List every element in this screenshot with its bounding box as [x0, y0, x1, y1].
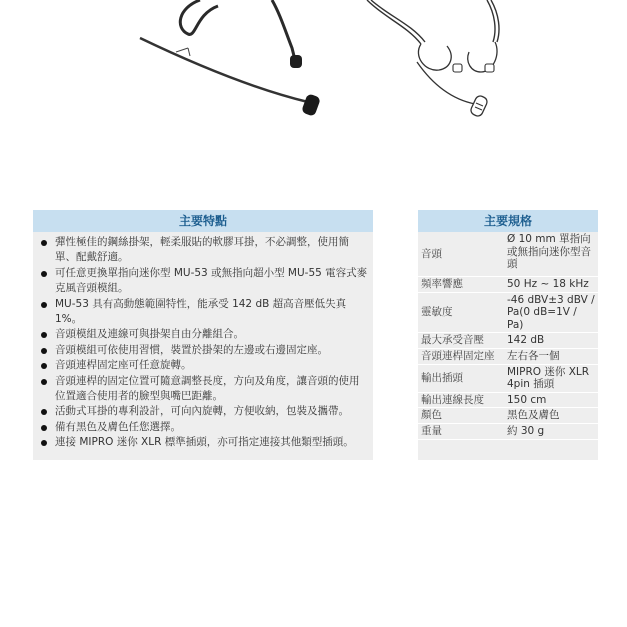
feature-item: 音頭連桿的固定位置可隨意調整長度，方向及角度，讓音頭的使用位置適合使用者的臉型與嘴巴距離。 [39, 374, 369, 405]
headset-microphone-black-image [130, 0, 330, 122]
spec-row [418, 392, 598, 408]
spec-label: 輸出插頭 [418, 364, 504, 392]
spec-row [418, 292, 598, 333]
specs-table [418, 232, 598, 440]
spec-value: 150 cm [504, 392, 598, 408]
spec-label: 顏色 [418, 408, 504, 424]
features-list [33, 232, 373, 451]
spec-row [418, 423, 598, 439]
feature-item: 連接 MIPRO 迷你 XLR 標準插頭，亦可指定連接其他類型插頭。 [39, 435, 369, 450]
specs-title: 主要規格 [418, 210, 598, 232]
spec-value: 142 dB [504, 333, 598, 349]
spec-value-text: Ø 10 mm 單指向或無指向迷你型音頭 [507, 233, 591, 271]
spec-label: 頻率響應 [418, 277, 504, 293]
feature-item: 備有黑色及膚色任您選擇。 [39, 420, 369, 435]
spec-row [418, 364, 598, 392]
feature-item: 音頭模組可依使用習慣，裝置於掛架的左邊或右邊固定座。 [39, 343, 369, 358]
spec-label: 音頭連桿固定座 [418, 348, 504, 364]
spec-row [418, 232, 598, 277]
spec-value [504, 232, 598, 277]
feature-item: 可任意更換單指向迷你型 MU-53 或無指向超小型 MU-55 電容式麥克風音頭模組。 [39, 266, 369, 297]
feature-item: 音頭連桿固定座可任意旋轉。 [39, 358, 369, 373]
spec-label: 最大承受音壓 [418, 333, 504, 349]
spec-value: -46 dBV±3 dBV / Pa(0 dB=1V / Pa) [504, 292, 598, 333]
spec-value: MIPRO 迷你 XLR 4pin 插頭 [504, 364, 598, 392]
spec-label: 輸出連線長度 [418, 392, 504, 408]
feature-item: MU-53 具有高動態範圍特性，能承受 142 dB 超高音壓低失真 1%。 [39, 297, 369, 328]
features-panel [33, 210, 373, 460]
spec-value: 50 Hz ~ 18 kHz [504, 277, 598, 293]
spec-row [418, 277, 598, 293]
spec-row [418, 408, 598, 424]
headset-microphone-line-drawing [355, 0, 505, 122]
specs-panel [418, 210, 598, 460]
spec-value: 黑色及膚色 [504, 408, 598, 424]
spec-label: 音頭 [418, 232, 504, 277]
features-title: 主要特點 [33, 210, 373, 232]
feature-item: 音頭模組及連線可與掛架自由分離組合。 [39, 327, 369, 342]
spec-row [418, 348, 598, 364]
feature-item: 彈性極佳的鋼絲掛架，輕柔服貼的軟膠耳掛，不必調整，使用簡單、配戴舒適。 [39, 235, 369, 266]
spec-value: 左右各一個 [504, 348, 598, 364]
spec-row [418, 333, 598, 349]
feature-item: 活動式耳掛的專利設計，可向內旋轉，方便收納，包裝及攜帶。 [39, 404, 369, 419]
spec-label: 靈敏度 [418, 292, 504, 333]
spec-label: 重量 [418, 423, 504, 439]
spec-value: 約 30 g [504, 423, 598, 439]
